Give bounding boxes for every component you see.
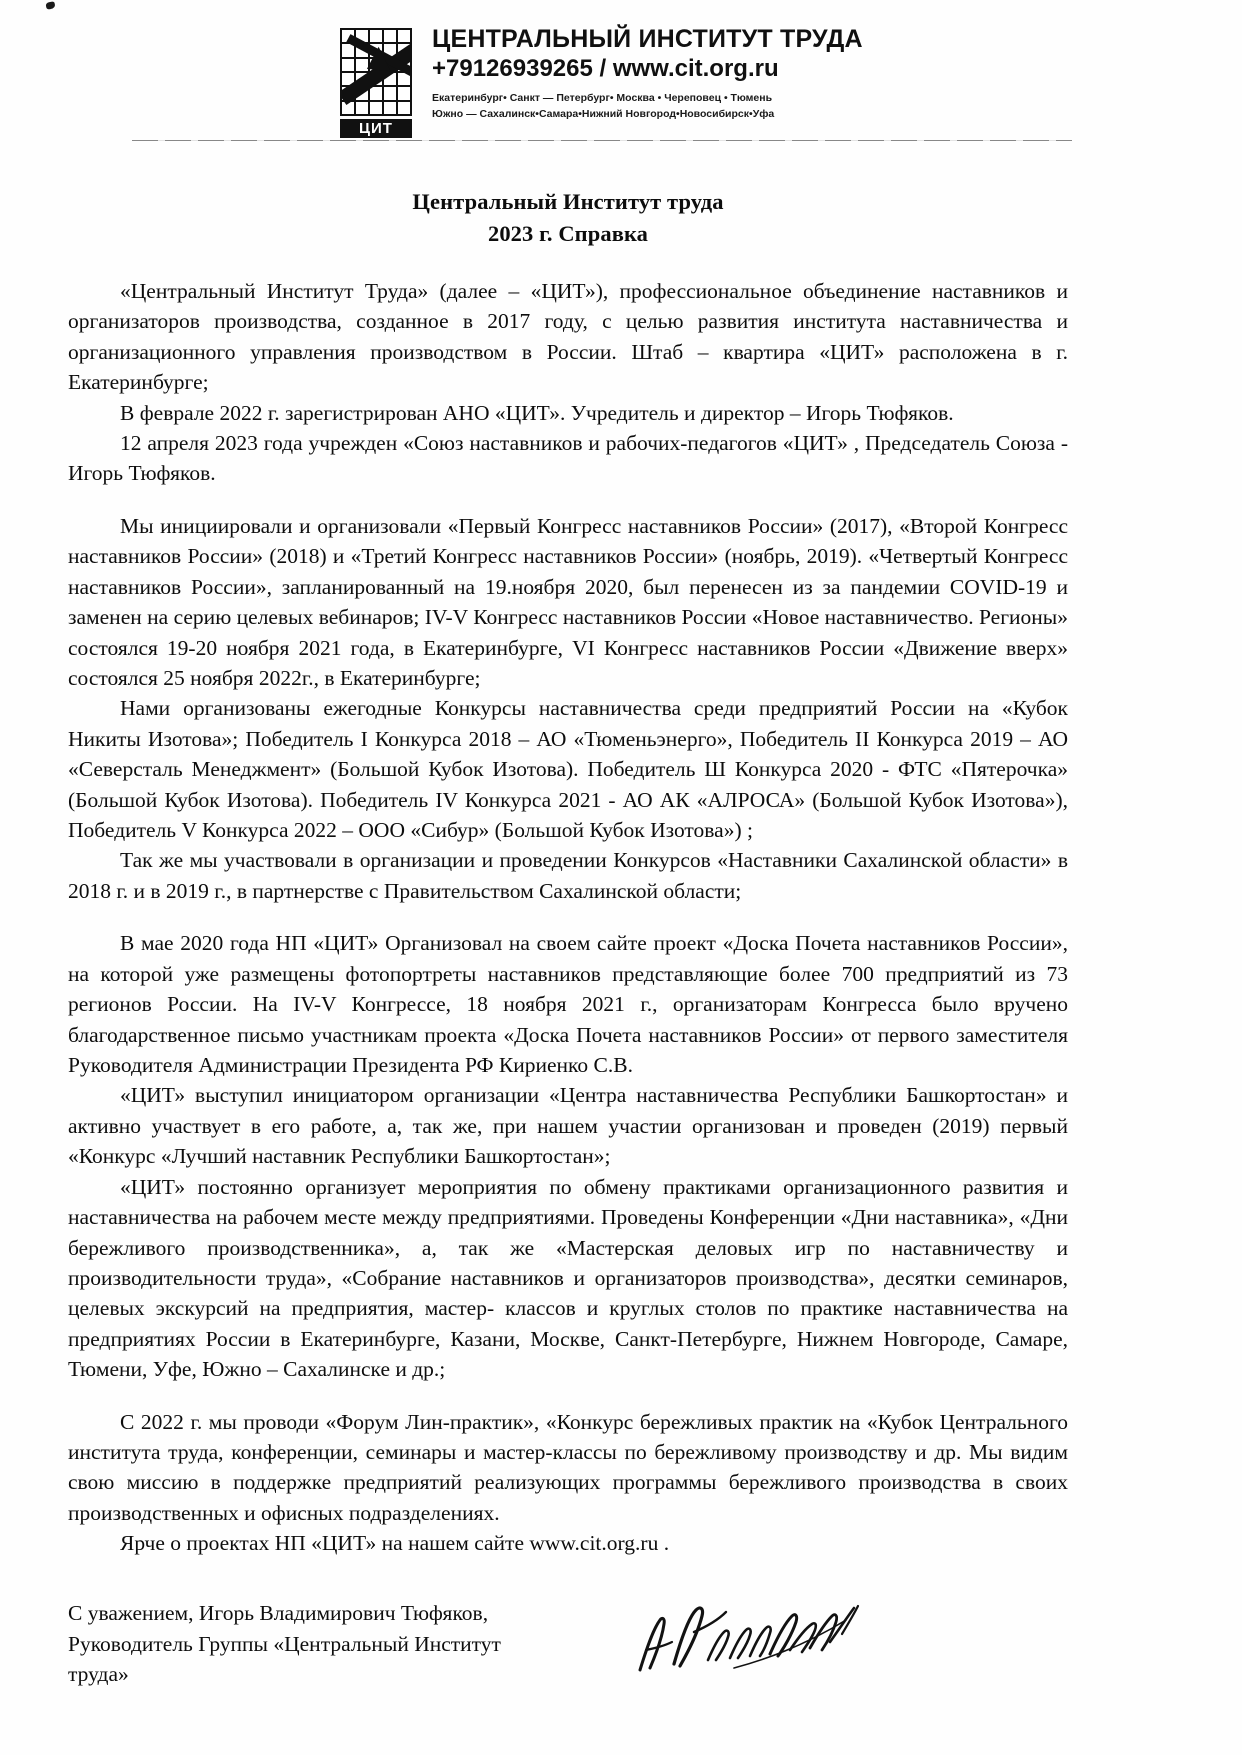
logo-grid-icon — [340, 28, 412, 116]
signature-line-2: Руководитель Группы «Центральный Институт — [68, 1631, 501, 1656]
letterhead — [340, 24, 900, 138]
p-lean: С 2022 г. мы проводи «Форум Лин-практик», «Конкурс бережливых практик на «Кубок Центрального института труда, конференции, семинары и мастер-классы по бережливому производству и др. Мы видим свою миссию в поддержке предприятий реализующих программы бережливого производства в своих производственных и офисных подразделениях. — [68, 1409, 1068, 1525]
signature-line-1: С уважением, Игорь Владимирович Тюфяков, — [68, 1601, 489, 1625]
page-title-line-2: 2023 г. Справка — [487, 220, 649, 246]
signature-text — [68, 1598, 588, 1690]
paragraph-container — [68, 276, 1068, 1559]
document-body — [68, 186, 1068, 1559]
signature-block — [68, 1598, 1078, 1693]
cities-line-1: Екатеринбург• Санкт — Петербург• Москва • Череповец • Тюмень — [432, 92, 773, 105]
scan-artifact-speck — [45, 1, 55, 10]
handwritten-signature — [634, 1598, 864, 1693]
p-sakhalin: Так же мы участвовали в организации и проведении Конкурсов «Наставники Сахалинской области» в 2018 г. и в 2019 г., в партнерстве с Правительством Сахалинской области; — [68, 848, 1068, 903]
p-contests: Нами организованы ежегодные Конкурсы наставничества среди предприятий России на «Кубок Никиты Изотова»; Победитель I Конкурса 2018 – АО «Тюменьэнерго», Победитель II Конкурса 2019 – АО «Северсталь Менеджмент» (Большой Кубок Изотова). Победитель Ш Конкурса 2020 - ФТС «Пятерочка» (Большой Кубок Изотова). Победитель IV Конкурса 2021 - АО АК «АЛРОСА» (Большой Кубок Изотова»), Победитель V Конкурса 2022 – ООО «Сибур» (Большой Кубок Изотова») ; — [68, 696, 1068, 843]
organization-name: ЦЕНТРАЛЬНЫЙ ИНСТИТУТ ТРУДА — [432, 25, 863, 53]
p-ano: В феврале 2022 г. зарегистрирован АНО «ЦИТ». Учредитель и директор – Игорь Тюфяков. — [120, 400, 954, 425]
p-intro: «Центральный Институт Труда» (далее – «ЦИТ»), профессиональное объединение наставников и организаторов производства, созданное в 2017 году, с целью развития института наставничества и организационного управления производством в России. Штаб – квартира «ЦИТ» расположена в г. Екатеринбурге; — [68, 278, 1068, 395]
p-honorboard: В мае 2020 года НП «ЦИТ» Организовал на своем сайте проект «Доска Почета наставников России», на которой уже размещены фотопортреты наставников представляющие более 700 предприятий из 73 регионов России. На IV-V Конгрессе, 18 ноября 2021 г., организаторам Конгресса было вручено благодарственное письмо участникам проекта «Доска Почета наставников России» от первого заместителя Руководителя Администрации Президента РФ Кириенко С.В. — [68, 931, 1068, 1077]
p-events: «ЦИТ» постоянно организует мероприятия по обмену практиками организационного развития и наставничества на рабочем месте между предприятиями. Проведены Конференции «Дни наставника», «Дни бережливого производственника», а, так же «Мастерская деловых игр по наставничеству и производительности труда», «Собрание наставников и организаторов производства», десятки семинаров, целевых экскурсий на предприятия, мастер- классов и круглых столов по практике наставничества на предприятиях России в Екатеринбурге, Казани, Москве, Санкт-Петербурге, Нижнем Новгороде, Самаре, Тюмени, Уфе, Южно – Сахалинске и др.; — [68, 1174, 1068, 1382]
signature-line-3: труда» — [68, 1662, 129, 1687]
letterhead-text — [432, 24, 900, 123]
page-title — [68, 186, 1068, 250]
signature-ink-icon — [634, 1598, 864, 1693]
logo-wordmark: ЦИТ — [340, 119, 412, 138]
p-bashkortostan: «ЦИТ» выступил инициатором организации «Центра наставничества Республики Башкортостан» и активно участвует в его работе, а, так же, при нашем участии организован и проведен (2019) первый «Конкурс «Лучший наставник Республики Башкортостан»; — [68, 1083, 1068, 1169]
p-congresses: Мы инициировали и организовали «Первый Конгресс наставников России» (2017), «Второй Конгресс наставников России» (2018) и «Третий Конгресс наставников России» (ноябрь, 2019). «Четвертый Конгресс наставников России», запланированный на 19.ноября 2020, был перенесен из за пандемии COVID-19 и заменен на серию целевых вебинаров; IV-V Конгресс наставников России «Новое наставничество. Регионы» состоялся 19-20 ноября 2021 года, в Екатеринбурге, VI Конгресс наставников России «Движение вверх» состоялся 25 ноября 2022г., в Екатеринбурге; — [68, 513, 1068, 690]
cit-logo — [340, 24, 418, 138]
p-union: 12 апреля 2023 года учрежден «Союз наставников и рабочих-педагогов «ЦИТ» , Председатель Союза - Игорь Тюфяков. — [68, 430, 1068, 486]
cities-line-2: Южно — Сахалинск•Самара•Нижний Новгород•Новосибирск•Уфа — [432, 108, 775, 121]
p-site: Ярче о проектах НП «ЦИТ» на нашем сайте www.cit.org.ru . — [120, 1531, 670, 1556]
page-title-line-1: Центральный Институт труда — [412, 189, 724, 214]
contact-line[interactable]: +79126939265 / www.cit.org.ru — [432, 55, 779, 82]
letterhead-divider — [132, 140, 1072, 141]
